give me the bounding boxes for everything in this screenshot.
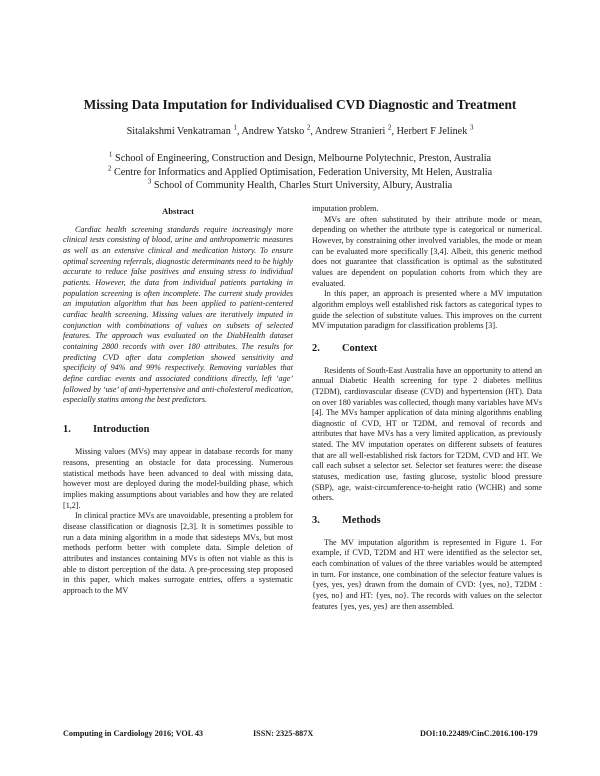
affiliation: $^3$ School of Community Health, Charles Sturt University, Albury, Australia xyxy=(147,177,453,192)
footer-doi: DOI:10.22489/CinC.2016.100-179 xyxy=(420,729,538,738)
abstract-heading: Abstract xyxy=(162,206,194,216)
intro-continued: imputation problem. xyxy=(312,204,379,213)
section-heading-context: 2. Context xyxy=(312,342,378,354)
author-list xyxy=(0,123,600,137)
author: Sitalakshmi Venkatraman $^1$, xyxy=(126,123,242,137)
affiliation: $^2$ Centre for Informatics and Applied Optimisation, Federation University, Mt Helen, Australia xyxy=(107,164,493,178)
abstract-text: Cardiac health screening standards require increasingly more clinical tests consisting of blood, urine and anthropometric measures as well as an extensive clinical and medication history. To ensure optimal screening referrals, diagnostic determinants need to be highly accurate to reduce false positives and ensuing stress to individual patients. However, the data from individual patients partaking in population screening is often incomplete. The current study provides an imputation algorithm that has been applied to patient-centered cardiac health screening. Missing values are iteratively imputed in conjunction with combinations of values on subsets of selected features. The approach was evaluated on the DiabHealth dataset containing 2800 records with over 180 attributes. The results for predicting CVD after data completion showed sensitivity and specificity of 94% and 99% respectively. Removing variables that define cardiac events and associated conditions directly, left ‘age’ followed by ‘use’ of anti-hypertensive and anti-cholesterol medication, especially statins among the best predictors. xyxy=(63,224,293,405)
context-paragraph: Residents of South-East Australia have an opportunity to attend an annual Diabetic Health screening for type 2 diabetes mellitus (T2DM), cardiovascular disease (CVD) and hypertension (HT). Data on over 180 variables was collected, though many variables have MVs [4]. The MVs hamper application of data mining algorithms enabling diagnostic of CVD, HT or T2DM, and removal of records and attributes that have MVs has a very limited application, as previously stated. The MV imputation operates on different subsets of features that are all well-established risk factors for T2DM, CVD and HT. We call each subset a selector set. Selector set features were: the disease statuses, medication use, fasting glucose, systolic blood pressure (SBP), age, waist-circumference-to-height ratio (WCHR) and some others. xyxy=(312,365,542,503)
footer-journal: Computing in Cardiology 2016; VOL 43 xyxy=(63,729,204,738)
left-column xyxy=(63,206,293,597)
intro-paragraph: In clinical practice MVs are unavoidable, presenting a problem for disease classification or diagnosis [2,3]. It is sometimes possible to run a data mining algorithm in a mode that sidesteps MVs, but most methods perform better with complete data. Simple deletion of attributes and instances containing MVs is often not viable as this is able to distort perception of the data. A pre-processing step proposed in this paper, which makes surrogate entries, offers a systematic approach to the MV xyxy=(63,511,293,595)
paper-title: Missing Data Imputation for Individualised CVD Diagnostic and Treatment xyxy=(83,97,517,112)
section-heading-introduction: 1. Introduction xyxy=(63,423,150,435)
author: Andrew Stranieri $^2$, xyxy=(314,123,397,137)
author: Herbert F Jelinek $^3$ xyxy=(396,123,474,137)
section-heading-methods: 3. Methods xyxy=(312,515,381,527)
intro-paragraph: MVs are often substituted by their attribute mode or mean, depending on whether the attribute type is categorical or numerical. However, by constraining other involved variables, the mode or mean can be evaluated more specifically [3,4]. Albeit, this generic method does not guarantee that classification is optimal as the substituted values are dependent on population cohorts from which they are evaluated. xyxy=(312,214,542,288)
intro-paragraph: In this paper, an approach is presented where a MV imputation algorithm employs well established risk factors as categorical types to guide the selection of substitute values. This improves on the current MV imputation paradigm for classification problems [3]. xyxy=(312,289,542,331)
footer-issn: ISSN: 2325-887X xyxy=(253,729,314,738)
affiliation-list xyxy=(0,152,600,193)
author: Andrew Yatsko $^2$, xyxy=(241,123,315,137)
intro-paragraph: Missing values (MVs) may appear in database records for many reasons, presenting an obstacle for data processing. Numerous statistical methods have been advanced to deal with missing data, however most are deployed during the model-building phase, which implies making assumptions about variables and how they are related [1,2]. xyxy=(63,447,293,510)
affiliation: $^1$ School of Engineering, Construction and Design, Melbourne Polytechnic, Preston, Australia xyxy=(108,150,492,164)
right-column xyxy=(312,204,542,612)
methods-paragraph: The MV imputation algorithm is represented in Figure 1. For example, if CVD, T2DM and HT were identified as the selector set, each combination of values of the three variables would be attempted in turn. For instance, one combination of the selector feature values is {yes, yes, yes} drawn from the domain of CVD: {yes, no}, T2DM : {yes, no} and HT: {yes, no}. The records with values on the selector features {yes, yes, yes} are then assembled. xyxy=(312,537,542,611)
